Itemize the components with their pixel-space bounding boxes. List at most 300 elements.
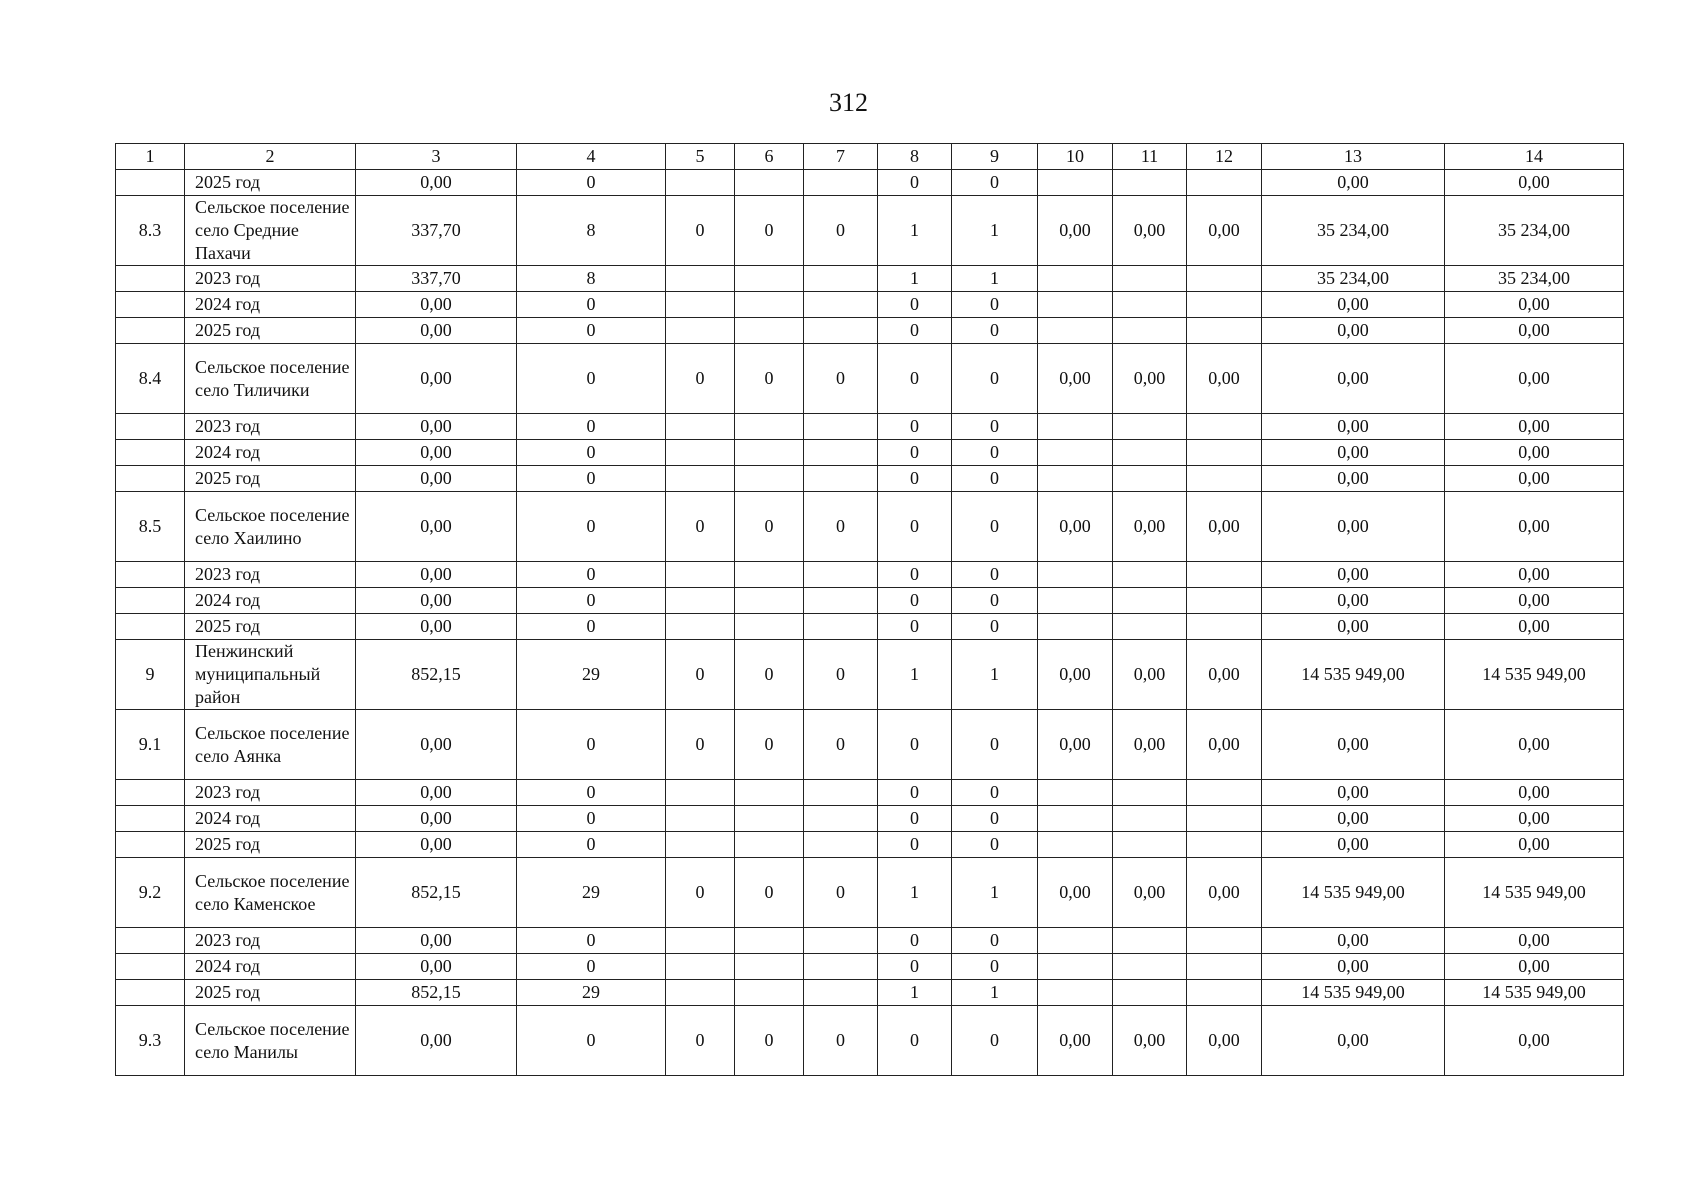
- row-number-cell: [116, 562, 185, 588]
- value-cell: [1113, 954, 1187, 980]
- value-cell: 0,00: [1113, 640, 1187, 710]
- row-number-cell: [116, 928, 185, 954]
- value-cell: [666, 588, 735, 614]
- value-cell: 0,00: [1187, 196, 1262, 266]
- value-cell: [804, 440, 878, 466]
- value-cell: [804, 780, 878, 806]
- value-cell: 0: [952, 1006, 1038, 1076]
- value-cell: 0: [517, 492, 666, 562]
- value-cell: 852,15: [356, 980, 517, 1006]
- value-cell: 0: [952, 928, 1038, 954]
- value-cell: 0,00: [356, 292, 517, 318]
- value-cell: 0,00: [356, 588, 517, 614]
- value-cell: 0: [517, 588, 666, 614]
- value-cell: 0,00: [1445, 710, 1624, 780]
- value-cell: 0: [517, 414, 666, 440]
- row-number-cell: [116, 806, 185, 832]
- row-name-cell: 2024 год: [185, 588, 356, 614]
- value-cell: 14 535 949,00: [1262, 858, 1445, 928]
- value-cell: 1: [952, 266, 1038, 292]
- row-number-cell: [116, 440, 185, 466]
- value-cell: 1: [878, 266, 952, 292]
- value-cell: 0,00: [1445, 588, 1624, 614]
- row-name-cell: 2025 год: [185, 832, 356, 858]
- value-cell: 0,00: [356, 492, 517, 562]
- row-name-cell: Сельское поселение село Аянка: [185, 710, 356, 780]
- row-name-cell: 2025 год: [185, 980, 356, 1006]
- value-cell: 852,15: [356, 640, 517, 710]
- value-cell: 0,00: [1445, 562, 1624, 588]
- value-cell: [1038, 780, 1113, 806]
- value-cell: [1187, 562, 1262, 588]
- value-cell: [735, 588, 804, 614]
- value-cell: 0,00: [1187, 344, 1262, 414]
- header-row: [116, 144, 1624, 170]
- value-cell: 0,00: [1262, 710, 1445, 780]
- value-cell: 14 535 949,00: [1445, 980, 1624, 1006]
- value-cell: 0,00: [1445, 954, 1624, 980]
- value-cell: 0: [804, 640, 878, 710]
- value-cell: [666, 466, 735, 492]
- value-cell: [804, 980, 878, 1006]
- value-cell: 35 234,00: [1445, 266, 1624, 292]
- column-header: 8: [878, 144, 952, 170]
- value-cell: 0: [878, 318, 952, 344]
- row-number-cell: 9.2: [116, 858, 185, 928]
- value-cell: 14 535 949,00: [1445, 640, 1624, 710]
- value-cell: 337,70: [356, 196, 517, 266]
- value-cell: [735, 466, 804, 492]
- value-cell: 0: [878, 710, 952, 780]
- value-cell: [1187, 318, 1262, 344]
- value-cell: 0,00: [356, 710, 517, 780]
- value-cell: [735, 562, 804, 588]
- value-cell: 0,00: [1262, 928, 1445, 954]
- row-number-cell: [116, 588, 185, 614]
- value-cell: 14 535 949,00: [1262, 980, 1445, 1006]
- value-cell: [1113, 466, 1187, 492]
- value-cell: [666, 562, 735, 588]
- value-cell: 0,00: [1187, 858, 1262, 928]
- value-cell: [666, 980, 735, 1006]
- row-name-cell: 2025 год: [185, 614, 356, 640]
- value-cell: 0,00: [1187, 710, 1262, 780]
- value-cell: 0,00: [356, 806, 517, 832]
- value-cell: 0,00: [356, 780, 517, 806]
- row-name-cell: 2023 год: [185, 414, 356, 440]
- value-cell: 0: [666, 710, 735, 780]
- value-cell: 0: [878, 614, 952, 640]
- value-cell: 0,00: [1445, 780, 1624, 806]
- value-cell: 0,00: [1262, 1006, 1445, 1076]
- row-number-cell: [116, 780, 185, 806]
- value-cell: [735, 832, 804, 858]
- value-cell: 35 234,00: [1262, 196, 1445, 266]
- value-cell: 0: [735, 196, 804, 266]
- year-row: [116, 832, 1624, 858]
- value-cell: 0,00: [1262, 954, 1445, 980]
- value-cell: [804, 588, 878, 614]
- value-cell: 0: [878, 170, 952, 196]
- value-cell: 0: [735, 640, 804, 710]
- row-name-cell: Сельское поселение село Тиличики: [185, 344, 356, 414]
- value-cell: [1113, 562, 1187, 588]
- value-cell: 0: [878, 414, 952, 440]
- row-number-cell: [116, 266, 185, 292]
- value-cell: [1187, 954, 1262, 980]
- value-cell: [735, 614, 804, 640]
- value-cell: [804, 928, 878, 954]
- section-row: [116, 710, 1624, 780]
- value-cell: 0,00: [1038, 492, 1113, 562]
- value-cell: 0: [952, 806, 1038, 832]
- column-header: 11: [1113, 144, 1187, 170]
- value-cell: 0: [952, 562, 1038, 588]
- value-cell: 0: [804, 196, 878, 266]
- value-cell: 0,00: [1262, 466, 1445, 492]
- value-cell: 0,00: [356, 928, 517, 954]
- value-cell: 1: [878, 640, 952, 710]
- value-cell: 0: [878, 492, 952, 562]
- value-cell: 0,00: [1445, 414, 1624, 440]
- value-cell: [666, 928, 735, 954]
- value-cell: 29: [517, 980, 666, 1006]
- value-cell: [804, 170, 878, 196]
- row-number-cell: 8.5: [116, 492, 185, 562]
- value-cell: [735, 170, 804, 196]
- value-cell: 0,00: [1113, 492, 1187, 562]
- value-cell: 0,00: [1445, 318, 1624, 344]
- value-cell: [1187, 414, 1262, 440]
- row-name-cell: Сельское поселение село Каменское: [185, 858, 356, 928]
- value-cell: [1113, 170, 1187, 196]
- row-name-cell: 2025 год: [185, 318, 356, 344]
- value-cell: [804, 806, 878, 832]
- value-cell: 0: [517, 466, 666, 492]
- value-cell: 0,00: [1038, 858, 1113, 928]
- value-cell: [1187, 832, 1262, 858]
- value-cell: [804, 954, 878, 980]
- column-header: 2: [185, 144, 356, 170]
- value-cell: 0: [952, 492, 1038, 562]
- value-cell: 0: [804, 492, 878, 562]
- value-cell: 0,00: [1445, 1006, 1624, 1076]
- value-cell: [735, 928, 804, 954]
- value-cell: 1: [878, 196, 952, 266]
- value-cell: 0: [735, 344, 804, 414]
- value-cell: 0,00: [1262, 832, 1445, 858]
- row-name-cell: 2024 год: [185, 440, 356, 466]
- value-cell: 0: [952, 588, 1038, 614]
- value-cell: 0,00: [356, 414, 517, 440]
- value-cell: [1187, 928, 1262, 954]
- column-header: 10: [1038, 144, 1113, 170]
- value-cell: [735, 806, 804, 832]
- value-cell: 0: [804, 344, 878, 414]
- value-cell: [666, 318, 735, 344]
- value-cell: [666, 614, 735, 640]
- value-cell: [1038, 614, 1113, 640]
- value-cell: 0: [517, 780, 666, 806]
- year-row: [116, 292, 1624, 318]
- year-row: [116, 414, 1624, 440]
- row-name-cell: 2023 год: [185, 562, 356, 588]
- value-cell: 0,00: [1262, 614, 1445, 640]
- value-cell: 0: [666, 1006, 735, 1076]
- value-cell: 0,00: [356, 344, 517, 414]
- value-cell: 0: [517, 440, 666, 466]
- value-cell: [735, 266, 804, 292]
- value-cell: 0: [666, 492, 735, 562]
- value-cell: [735, 780, 804, 806]
- value-cell: [804, 832, 878, 858]
- column-header: 1: [116, 144, 185, 170]
- value-cell: 0: [517, 1006, 666, 1076]
- row-name-cell: 2024 год: [185, 292, 356, 318]
- value-cell: 0: [517, 318, 666, 344]
- value-cell: [804, 414, 878, 440]
- column-header: 4: [517, 144, 666, 170]
- column-header: 7: [804, 144, 878, 170]
- value-cell: [1038, 170, 1113, 196]
- value-cell: 0,00: [1445, 832, 1624, 858]
- value-cell: 0,00: [356, 440, 517, 466]
- value-cell: 0,00: [1038, 640, 1113, 710]
- value-cell: [666, 440, 735, 466]
- row-number-cell: [116, 414, 185, 440]
- row-name-cell: 2023 год: [185, 266, 356, 292]
- value-cell: 0,00: [1445, 614, 1624, 640]
- value-cell: [1113, 266, 1187, 292]
- value-cell: 0: [804, 710, 878, 780]
- row-number-cell: 8.4: [116, 344, 185, 414]
- value-cell: 0: [878, 562, 952, 588]
- value-cell: 0,00: [1113, 344, 1187, 414]
- value-cell: [1187, 588, 1262, 614]
- value-cell: 0: [952, 954, 1038, 980]
- value-cell: 0,00: [356, 466, 517, 492]
- year-row: [116, 440, 1624, 466]
- year-row: [116, 928, 1624, 954]
- row-number-cell: [116, 980, 185, 1006]
- row-number-cell: [116, 292, 185, 318]
- value-cell: [666, 780, 735, 806]
- value-cell: 0,00: [1262, 806, 1445, 832]
- value-cell: [666, 414, 735, 440]
- value-cell: 1: [952, 640, 1038, 710]
- value-cell: 0: [735, 492, 804, 562]
- value-cell: 0: [878, 806, 952, 832]
- value-cell: [1038, 588, 1113, 614]
- value-cell: 0: [517, 806, 666, 832]
- value-cell: 0,00: [356, 954, 517, 980]
- value-cell: 0: [952, 614, 1038, 640]
- value-cell: 0,00: [1038, 344, 1113, 414]
- value-cell: 0,00: [1113, 710, 1187, 780]
- year-row: [116, 780, 1624, 806]
- value-cell: 0,00: [1445, 292, 1624, 318]
- row-name-cell: Сельское поселение село Средние Пахачи: [185, 196, 356, 266]
- value-cell: 0,00: [1262, 344, 1445, 414]
- section-row: [116, 344, 1624, 414]
- value-cell: [1038, 954, 1113, 980]
- value-cell: [666, 292, 735, 318]
- value-cell: 0,00: [1262, 780, 1445, 806]
- value-cell: 1: [878, 858, 952, 928]
- value-cell: [1113, 832, 1187, 858]
- value-cell: 0: [952, 170, 1038, 196]
- row-number-cell: [116, 832, 185, 858]
- column-header: 5: [666, 144, 735, 170]
- value-cell: 0: [878, 588, 952, 614]
- row-name-cell: Пенжинский муниципальный район: [185, 640, 356, 710]
- value-cell: 0: [804, 1006, 878, 1076]
- value-cell: 0: [878, 954, 952, 980]
- row-number-cell: [116, 614, 185, 640]
- year-row: [116, 806, 1624, 832]
- row-name-cell: 2025 год: [185, 466, 356, 492]
- value-cell: 0: [666, 858, 735, 928]
- column-header: 6: [735, 144, 804, 170]
- row-name-cell: 2024 год: [185, 954, 356, 980]
- year-row: [116, 318, 1624, 344]
- value-cell: 0: [517, 562, 666, 588]
- row-number-cell: [116, 318, 185, 344]
- value-cell: [666, 806, 735, 832]
- value-cell: 0: [952, 292, 1038, 318]
- value-cell: [1038, 562, 1113, 588]
- row-number-cell: [116, 954, 185, 980]
- value-cell: [1113, 980, 1187, 1006]
- row-number-cell: 8.3: [116, 196, 185, 266]
- value-cell: [1038, 266, 1113, 292]
- value-cell: 0: [878, 292, 952, 318]
- section-row: [116, 492, 1624, 562]
- value-cell: 0: [952, 318, 1038, 344]
- value-cell: 0,00: [1187, 640, 1262, 710]
- value-cell: 29: [517, 858, 666, 928]
- value-cell: [1038, 928, 1113, 954]
- value-cell: 0,00: [356, 614, 517, 640]
- value-cell: 0,00: [1262, 562, 1445, 588]
- value-cell: 14 535 949,00: [1262, 640, 1445, 710]
- value-cell: 0,00: [356, 832, 517, 858]
- value-cell: 0,00: [1445, 492, 1624, 562]
- value-cell: 35 234,00: [1445, 196, 1624, 266]
- value-cell: 0: [666, 640, 735, 710]
- value-cell: [1187, 614, 1262, 640]
- column-header: 12: [1187, 144, 1262, 170]
- value-cell: 0: [952, 710, 1038, 780]
- value-cell: [804, 266, 878, 292]
- value-cell: [1038, 318, 1113, 344]
- value-cell: 0,00: [1038, 196, 1113, 266]
- value-cell: 0: [666, 196, 735, 266]
- value-cell: 1: [952, 980, 1038, 1006]
- value-cell: 8: [517, 196, 666, 266]
- value-cell: [735, 440, 804, 466]
- year-row: [116, 266, 1624, 292]
- value-cell: [1038, 414, 1113, 440]
- value-cell: 0,00: [356, 318, 517, 344]
- data-table: [115, 143, 1624, 1076]
- value-cell: [1113, 928, 1187, 954]
- row-number-cell: 9.3: [116, 1006, 185, 1076]
- value-cell: 0: [517, 832, 666, 858]
- value-cell: [735, 954, 804, 980]
- value-cell: 0,00: [1445, 806, 1624, 832]
- value-cell: 0: [517, 344, 666, 414]
- value-cell: 0: [878, 928, 952, 954]
- value-cell: 0: [878, 440, 952, 466]
- year-row: [116, 980, 1624, 1006]
- value-cell: [804, 292, 878, 318]
- value-cell: 35 234,00: [1262, 266, 1445, 292]
- table-body: [116, 170, 1624, 1076]
- page-number: 312: [829, 88, 868, 117]
- value-cell: [1187, 980, 1262, 1006]
- value-cell: [1113, 318, 1187, 344]
- value-cell: 0,00: [1445, 928, 1624, 954]
- value-cell: 0,00: [1038, 1006, 1113, 1076]
- value-cell: [1187, 806, 1262, 832]
- value-cell: 0: [517, 292, 666, 318]
- value-cell: [1038, 980, 1113, 1006]
- value-cell: 0,00: [1262, 318, 1445, 344]
- value-cell: 0: [952, 440, 1038, 466]
- value-cell: 0,00: [1113, 196, 1187, 266]
- value-cell: [1187, 440, 1262, 466]
- value-cell: 0: [878, 344, 952, 414]
- value-cell: [804, 318, 878, 344]
- value-cell: 0,00: [1262, 440, 1445, 466]
- value-cell: 8: [517, 266, 666, 292]
- row-name-cell: Сельское поселение село Манилы: [185, 1006, 356, 1076]
- value-cell: 0: [878, 780, 952, 806]
- year-row: [116, 954, 1624, 980]
- value-cell: [1113, 806, 1187, 832]
- value-cell: 337,70: [356, 266, 517, 292]
- value-cell: 0: [517, 614, 666, 640]
- value-cell: [735, 318, 804, 344]
- value-cell: [735, 980, 804, 1006]
- value-cell: 0: [735, 710, 804, 780]
- value-cell: 0: [952, 466, 1038, 492]
- value-cell: 0,00: [356, 562, 517, 588]
- value-cell: 0: [952, 344, 1038, 414]
- year-row: [116, 466, 1624, 492]
- value-cell: 0,00: [1187, 492, 1262, 562]
- value-cell: 0: [878, 1006, 952, 1076]
- value-cell: [804, 614, 878, 640]
- value-cell: 0: [517, 170, 666, 196]
- value-cell: [1187, 292, 1262, 318]
- value-cell: 0: [735, 858, 804, 928]
- value-cell: 0,00: [1038, 710, 1113, 780]
- value-cell: 0: [517, 710, 666, 780]
- value-cell: 0: [878, 466, 952, 492]
- value-cell: [1113, 780, 1187, 806]
- year-row: [116, 562, 1624, 588]
- row-number-cell: 9.1: [116, 710, 185, 780]
- value-cell: 0,00: [1187, 1006, 1262, 1076]
- row-name-cell: 2024 год: [185, 806, 356, 832]
- column-header: 9: [952, 144, 1038, 170]
- value-cell: [1038, 466, 1113, 492]
- row-number-cell: 9: [116, 640, 185, 710]
- column-header: 14: [1445, 144, 1624, 170]
- value-cell: 0: [517, 928, 666, 954]
